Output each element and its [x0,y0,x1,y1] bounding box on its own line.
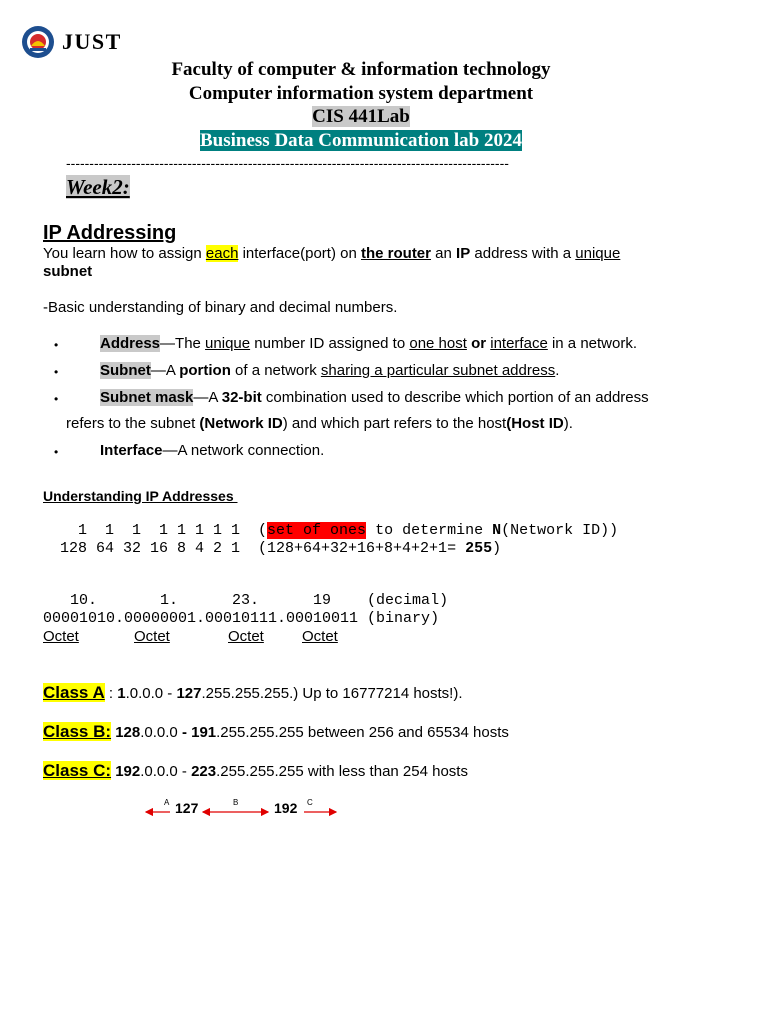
decimal-ip-line: 10. 1. 23. 19 (decimal) [43,592,449,609]
octet-label: Octet [228,628,264,645]
range-value-192: 192 [274,800,298,816]
binary-weights-line: 128 64 32 16 8 4 2 1 (128+64+32+16+8+4+2+1= 255) [60,540,502,557]
definition-subnet: Subnet—A portion of a network sharing a particular subnet address. [100,362,560,379]
arrow-label-b: B [233,798,239,807]
divider: ----------------------------------------------------------------------------------------------- [66,155,509,171]
understanding-title: Understanding IP Addresses [43,488,238,504]
definition-address: Address—The unique number ID assigned to one host or interface in a network. [100,335,638,352]
binary-ip-line: 00001010.00000001.00010111.00010011 (binary) [43,610,440,627]
logo-text: JUST [62,29,122,54]
intro-subnet: subnet [43,263,93,280]
course-code-line [0,106,722,128]
octet-label: Octet [43,628,79,645]
intro-line: You learn how to assign each interface(port) on the router an IP address with a unique [43,245,621,262]
university-emblem-icon [20,24,56,60]
faculty-title: Faculty of computer & information technology [171,59,551,80]
class-c-line: Class C: 192.0.0.0 - 223.255.255.255 with less than 254 hosts [43,761,468,780]
department-title: Computer information system department [188,83,534,104]
definition-interface: Interface—A network connection. [100,442,325,459]
arrow-label-c: C [307,798,313,807]
lab-title-line [0,130,722,152]
section-title: IP Addressing [43,222,177,244]
basic-understanding: -Basic understanding of binary and decimal numbers. [43,299,398,316]
bullet-icon: • [54,445,59,459]
definition-subnet-mask: Subnet mask—A 32-bit combination used to describe which portion of an address [100,389,649,406]
arrow-label-a: A [164,798,170,807]
bullet-icon: • [54,392,59,406]
logo [20,24,122,60]
bullet-icon: • [54,338,59,352]
class-range-diagram [140,794,350,820]
octet-label: Octet [134,628,170,645]
lab-title: Business Data Communication lab 2024 [200,130,522,151]
class-a-line: Class A : 1.0.0.0 - 127.255.255.255.) Up to 16777214 hosts!). [43,683,463,702]
week-heading: Week2: [66,175,130,199]
octet-label: Octet [302,628,338,645]
definition-subnet-mask-cont: refers to the subnet (Network ID) and which part refers to the host(Host ID). [66,415,573,432]
range-value-127: 127 [175,800,199,816]
course-code: CIS 441Lab [312,106,410,127]
bullet-icon: • [54,365,59,379]
class-b-line: Class B: 128.0.0.0 - 191.255.255.255 between 256 and 65534 hosts [43,722,509,741]
binary-ones-line: 1 1 1 1 1 1 1 1 (set of ones to determine N(Network ID)) [60,522,619,539]
